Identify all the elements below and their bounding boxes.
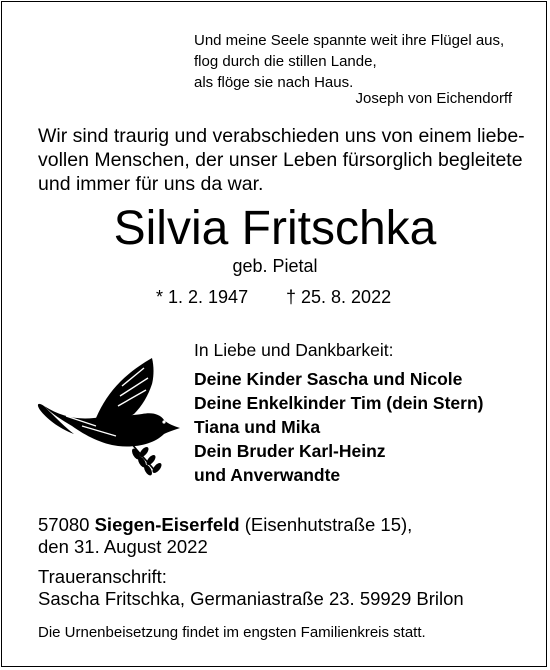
place-and-date	[38, 514, 412, 558]
mourner-line: Dein Bruder Karl-Heinz	[194, 441, 386, 461]
birth-date: * 1. 2. 1947	[156, 287, 249, 307]
street: (Eisenhutstraße 15),	[244, 514, 413, 535]
mourner-line: Deine Kinder Sascha und Nicole	[194, 369, 463, 389]
mourning-address-label: Traueranschrift:	[38, 566, 167, 587]
dove-with-olive-branch-icon	[36, 356, 186, 478]
mourner-line: Tiana und Mika	[194, 417, 321, 437]
town: Siegen-Eiserfeld	[94, 514, 240, 535]
death-date: † 25. 8. 2022	[286, 287, 392, 307]
intro-line: und immer für uns da war.	[38, 173, 264, 195]
greeting: In Liebe und Dankbarkeit:	[194, 340, 394, 360]
intro-line: vollen Menschen, der unser Leben fürsorglich begleitete	[38, 149, 523, 171]
mourner-line: und Anverwandte	[194, 465, 341, 485]
poem-line: als flöge sie nach Haus.	[194, 74, 354, 91]
poem-quote	[194, 30, 504, 93]
postcode: 57080	[38, 514, 90, 535]
burial-note: Die Urnenbeisetzung findet im engsten Familienkreis statt.	[38, 624, 426, 641]
mourning-address	[38, 566, 464, 610]
intro-line: Wir sind traurig und verabschieden uns von einem liebe-	[38, 125, 525, 147]
poem-author: Joseph von Eichendorff	[355, 90, 512, 107]
deceased-name: Silvia Fritschka	[113, 202, 437, 255]
poem-line: Und meine Seele spannte weit ihre Flügel aus,	[194, 32, 505, 49]
mourner-line: Deine Enkelkinder Tim (dein Stern)	[194, 393, 484, 413]
date: den 31. August 2022	[38, 536, 208, 557]
mourning-address-value: Sascha Fritschka, Germaniastraße 23. 59929 Brilon	[38, 588, 464, 609]
maiden-name: geb. Pietal	[232, 256, 318, 276]
intro-text	[38, 124, 525, 196]
mourners-list	[194, 367, 483, 487]
poem-line: flog durch die stillen Lande,	[194, 53, 377, 70]
